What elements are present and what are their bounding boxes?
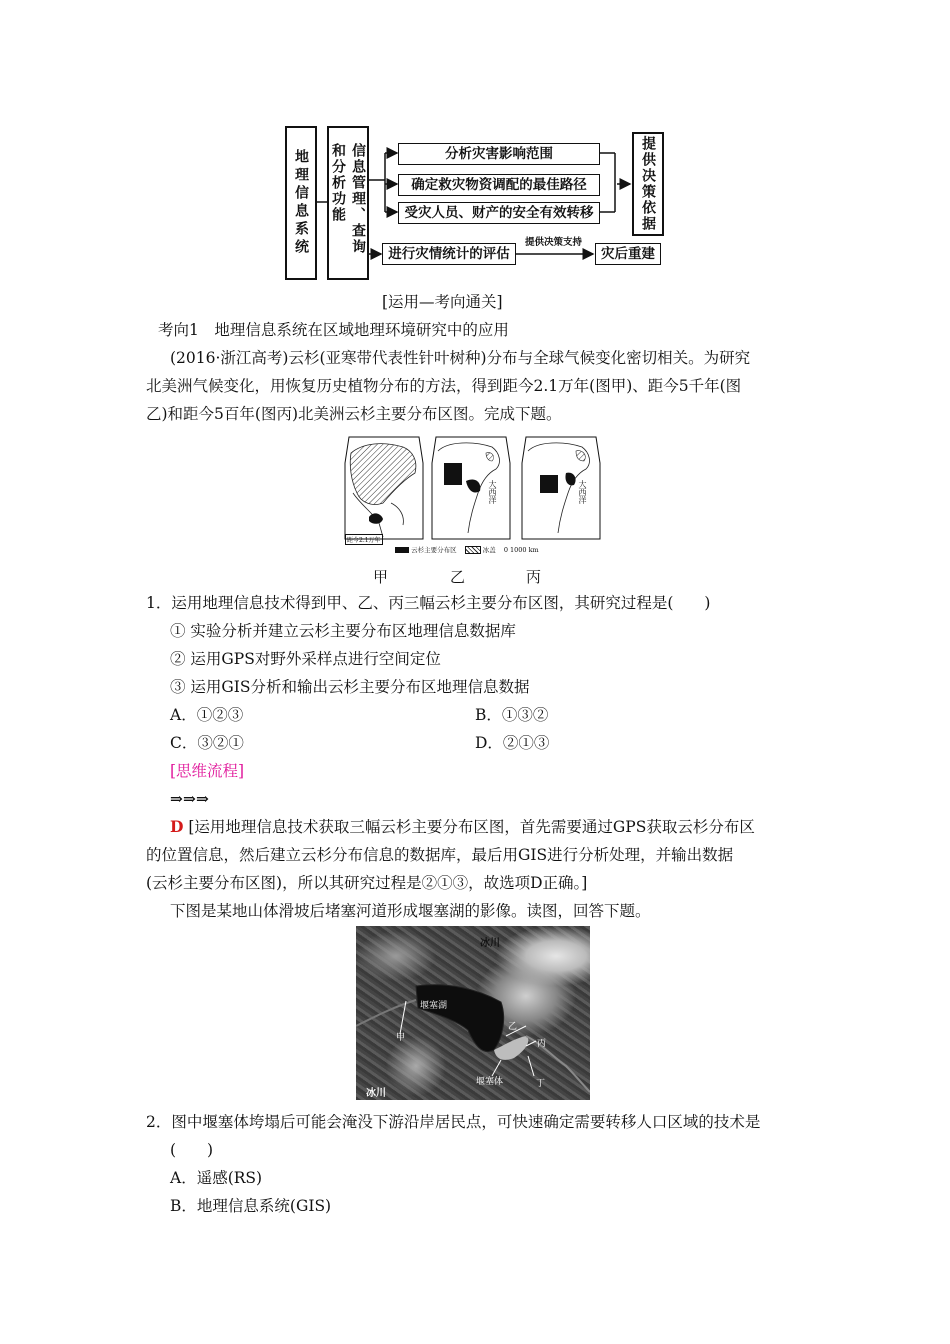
q1-explanation-line-1 — [170, 817, 755, 837]
thinking-flow-label: [思维流程] — [170, 762, 245, 780]
section-title: [运用—考向通关] — [382, 293, 503, 311]
q1-answer: D — [170, 817, 184, 836]
q1-explanation-line-2: 的位置信息，然后建立云杉分布信息的数据库，最后用GIS进行分析处理，并输出数据 — [146, 846, 734, 864]
label-point-jia: 甲 — [396, 1033, 406, 1043]
q1-option-d: D．②①③ — [475, 734, 550, 752]
intro-line-1: (2016·浙江高考)云杉(亚寒带代表性针叶树种)分布与全球气候变化密切相关。为研究 — [170, 349, 751, 367]
landslide-satellite-image — [356, 926, 590, 1100]
map-legend — [395, 545, 539, 555]
q2-stem: 2．图中堰塞体垮塌后可能会淹没下游沿岸居民点，可快速确定需要转移人口区域的技术是 — [146, 1113, 761, 1131]
q2-option-b: B．地理信息系统(GIS) — [170, 1197, 332, 1215]
intro-line-3: 乙)和距今5百年(图丙)北美洲云杉主要分布区图。完成下题。 — [146, 405, 562, 423]
arrow-label-decision-support: 提供决策支持 — [525, 237, 583, 248]
label-point-yi: 乙 — [508, 1022, 518, 1032]
label-dammed-lake: 堰塞湖 — [420, 1001, 448, 1011]
photo-intro: 下图是某地山体滑坡后堵塞河道形成堰塞湖的影像。读图，回答下题。 — [170, 902, 651, 920]
map-date-label: 距今2.1万年 — [345, 534, 383, 545]
q1-item-3: ③ 运用GIS分析和输出云杉主要分布区地理信息数据 — [170, 678, 530, 696]
map-caption-jia: 甲 — [373, 568, 389, 586]
decision-basis-box: 提供决策依据 — [632, 132, 664, 236]
legend-spruce-swatch — [395, 547, 409, 553]
map-yi — [430, 433, 512, 543]
legend-ice-label: 冰盖 — [482, 546, 496, 554]
q1-item-2: ② 运用GPS对野外采样点进行空间定位 — [170, 650, 441, 668]
q1-explanation-text-1: [运用地理信息技术获取三幅云杉主要分布区图，首先需要通过GPS获取云杉分布区 — [183, 818, 755, 836]
map-caption-bing: 丙 — [526, 568, 542, 586]
q1-explanation-line-3: (云杉主要分布区图)，所以其研究过程是②①③，故选项D正确。] — [146, 874, 588, 892]
label-landslide-dam: 堰塞体 — [476, 1077, 504, 1087]
gis-box: 地理信息系统 — [285, 126, 317, 280]
functions-box: 信息管理、查询和分析功能 — [327, 126, 369, 280]
q1-option-b: B．①③② — [475, 706, 549, 724]
map-scale: 0 1000 km — [503, 546, 539, 554]
q1-option-c: C．③②① — [170, 734, 244, 752]
q2-option-a: A．遥感(RS) — [170, 1169, 263, 1187]
flow-box-safe-transfer: 受灾人员、财产的安全有效转移 — [398, 202, 600, 224]
map-bing — [520, 433, 602, 543]
ocean-label-bing: 大西洋 — [578, 480, 587, 504]
map-caption-yi: 乙 — [450, 568, 466, 586]
flow-box-disaster-stats: 进行灾情统计的评估 — [382, 243, 516, 265]
kaoxiang-heading: 考向1 地理信息系统在区域地理环境研究中的应用 — [158, 321, 509, 339]
q1-stem: 1．运用地理信息技术得到甲、乙、丙三幅云杉主要分布区图，其研究过程是( ) — [146, 594, 711, 612]
intro-line-2: 北美洲气候变化，用恢复历史植物分布的方法，得到距今2.1万年(图甲)、距今5千年(图 — [146, 377, 742, 395]
flow-box-best-route: 确定救灾物资调配的最佳路径 — [398, 174, 600, 196]
q1-option-a: A．①②③ — [170, 706, 244, 724]
q1-item-1: ① 实验分析并建立云杉主要分布区地理信息数据库 — [170, 622, 516, 640]
label-glacier-top: 冰川 — [480, 938, 500, 949]
thinking-arrows: ⇒⇒⇒ — [170, 789, 209, 808]
label-point-bing: 丙 — [537, 1039, 547, 1049]
map-jia — [343, 433, 425, 543]
label-glacier-bottom: 冰川 — [366, 1088, 386, 1099]
legend-spruce-label: 云杉主要分布区 — [411, 546, 457, 554]
label-point-ding: 丁 — [536, 1079, 546, 1089]
landslide-overlay — [356, 926, 590, 1100]
flow-box-rebuild: 灾后重建 — [595, 243, 661, 265]
legend-ice-swatch — [465, 546, 481, 554]
gis-flowchart — [285, 122, 675, 282]
ocean-label-yi: 大西洋 — [488, 480, 497, 504]
q2-paren: ( ) — [170, 1141, 214, 1159]
flow-box-impact-range: 分析灾害影响范围 — [398, 143, 600, 165]
